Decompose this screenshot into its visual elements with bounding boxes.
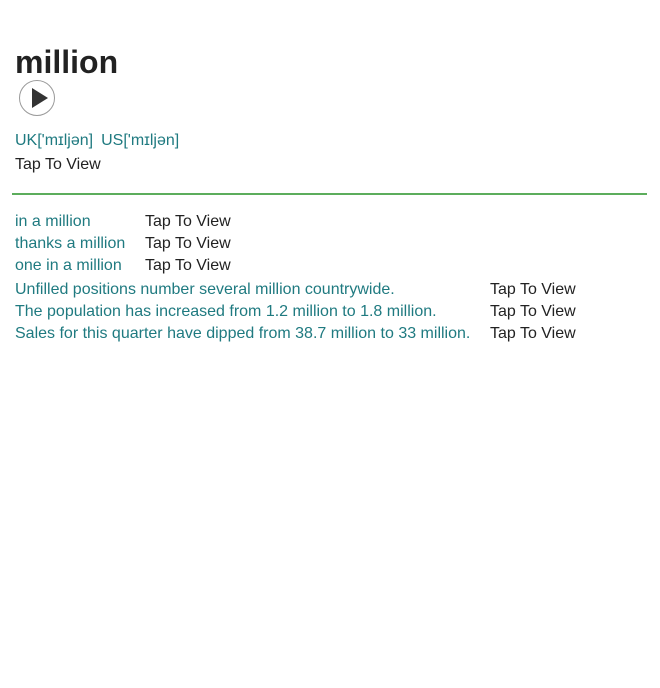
example-tap-to-view[interactable]: Tap To View [490, 303, 576, 320]
uk-pronunciation[interactable]: UK['mɪljən] [15, 132, 94, 149]
phrase-row [15, 256, 231, 278]
phrase-term[interactable]: thanks a million [15, 235, 126, 252]
phrase-term[interactable]: one in a million [15, 257, 122, 274]
example-tap-to-view[interactable]: Tap To View [490, 325, 576, 342]
definition-tap-to-view[interactable]: Tap To View [15, 156, 101, 173]
phonetics [15, 131, 179, 151]
phrase-tap-to-view[interactable]: Tap To View [145, 235, 231, 252]
example-sentence-list [15, 280, 576, 346]
example-tap-to-view[interactable]: Tap To View [490, 281, 576, 298]
phrase-list [15, 212, 231, 278]
example-row [15, 302, 576, 324]
phrase-tap-to-view[interactable]: Tap To View [145, 257, 231, 274]
play-audio-button[interactable] [19, 80, 55, 116]
phrase-row [15, 234, 231, 256]
phrase-row [15, 212, 231, 234]
example-row [15, 280, 576, 302]
play-icon [20, 81, 54, 115]
example-row [15, 324, 576, 346]
example-sentence[interactable]: Unfilled positions number several million countrywide. [15, 281, 395, 298]
section-divider [12, 193, 647, 195]
word-title: million [15, 44, 119, 80]
example-sentence[interactable]: The population has increased from 1.2 million to 1.8 million. [15, 303, 437, 320]
phrase-tap-to-view[interactable]: Tap To View [145, 213, 231, 230]
example-sentence[interactable]: Sales for this quarter have dipped from 38.7 million to 33 million. [15, 325, 471, 342]
us-pronunciation[interactable]: US['mɪljən] [101, 132, 180, 149]
phrase-term[interactable]: in a million [15, 213, 91, 230]
